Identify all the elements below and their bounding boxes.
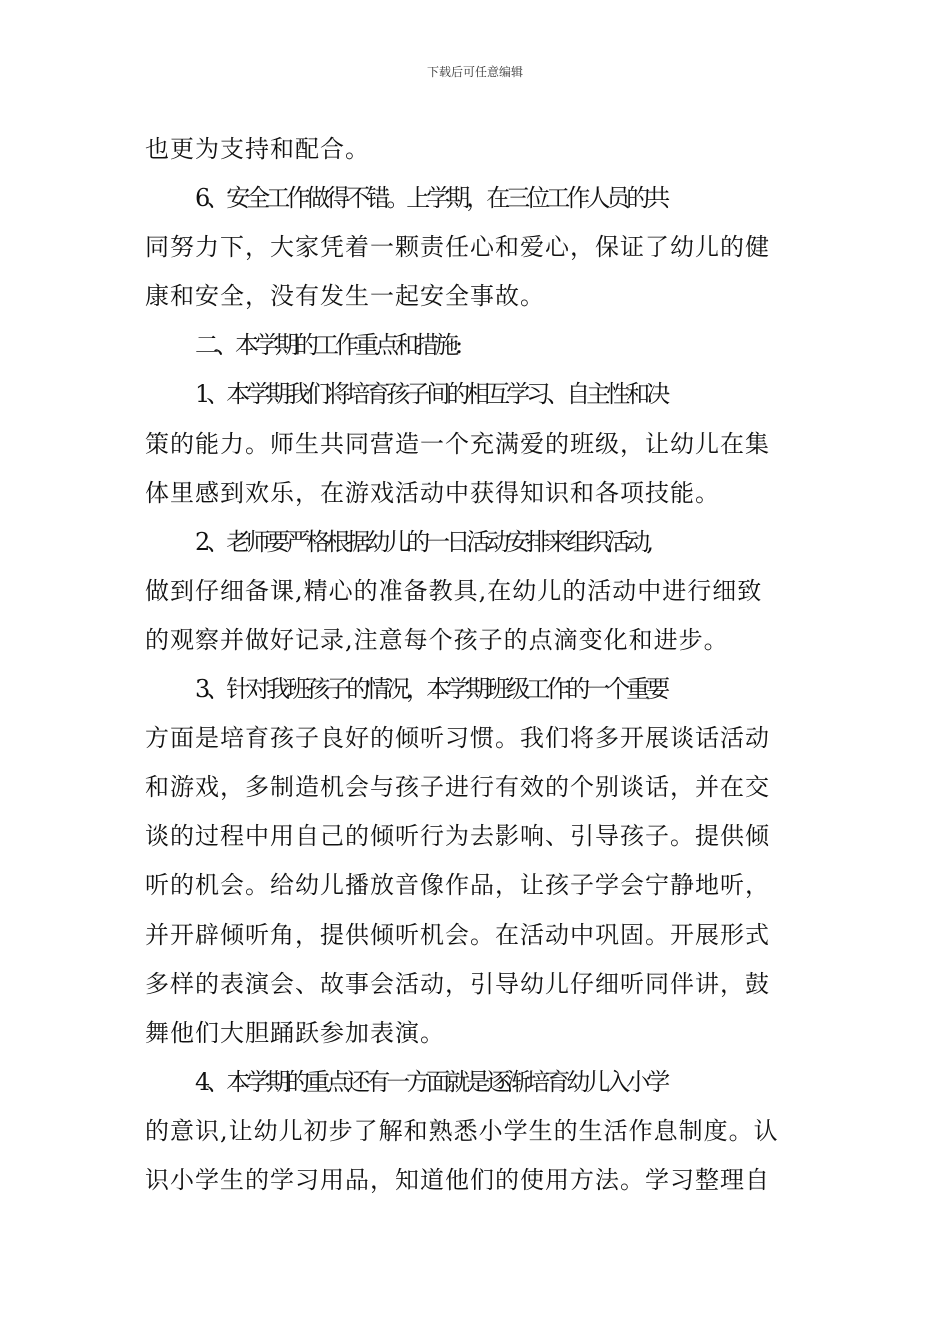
text-line: 和游戏，多制造机会与孩子进行有效的个别谈话，并在交 xyxy=(145,773,770,802)
text-line: 听的机会。给幼儿播放音像作品，让孩子学会宁静地听， xyxy=(145,871,770,900)
text-line: 2、老师要严格根据幼儿的一日活动安排来组织活动, xyxy=(195,527,650,556)
text-line: 3、针对我班孩子的情况，本学期班级工作的一个重要 xyxy=(195,675,667,704)
text-line: 也更为支持和配合。 xyxy=(145,135,370,163)
text-line: 的观察并做好记录,注意每个孩子的点滴变化和进步。 xyxy=(145,625,729,654)
text-line: 谈的过程中用自己的倾听行为去影响、引导孩子。提供倾 xyxy=(145,822,770,851)
text-line: 识小学生的学习用品，知道他们的使用方法。学习整理自 xyxy=(145,1165,770,1194)
text-line: 二、本学期的工作重点和措施: xyxy=(195,331,460,360)
text-line: 舞他们大胆踊跃参加表演。 xyxy=(145,1018,445,1047)
text-line: 策的能力。师生共同营造一个充满爱的班级，让幼儿在集 xyxy=(145,429,770,458)
document-body xyxy=(145,125,805,1205)
text-line: 并开辟倾听角，提供倾听机会。在活动中巩固。开展形式 xyxy=(145,920,770,949)
text-line: 6、安全工作做得不错。上学期，在三位工作人员的共 xyxy=(195,184,667,213)
text-line: 方面是培育孩子良好的倾听习惯。我们将多开展谈话活动 xyxy=(145,724,770,753)
text-line: 1、本学期我们将培育孩子间的相互学习、自主性和决 xyxy=(195,380,667,409)
text-line: 的意识,让幼儿初步了解和熟悉小学生的生活作息制度。认 xyxy=(145,1116,779,1145)
text-line: 体里感到欢乐，在游戏活动中获得知识和各项技能。 xyxy=(145,478,720,507)
text-line: 做到仔细备课,精心的准备教具,在幼儿的活动中进行细致 xyxy=(145,576,763,605)
text-line: 4、本学期的重点还有一方面就是逐渐培育幼儿入小学 xyxy=(195,1067,667,1096)
text-line: 康和安全，没有发生一起安全事故。 xyxy=(145,282,545,311)
text-line: 多样的表演会、故事会活动，引导幼儿仔细听同伴讲，鼓 xyxy=(145,969,770,998)
text-line: 同努力下，大家凭着一颗责任心和爱心，保证了幼儿的健 xyxy=(145,233,770,262)
page-header: 下载后可任意编辑 xyxy=(426,65,523,79)
